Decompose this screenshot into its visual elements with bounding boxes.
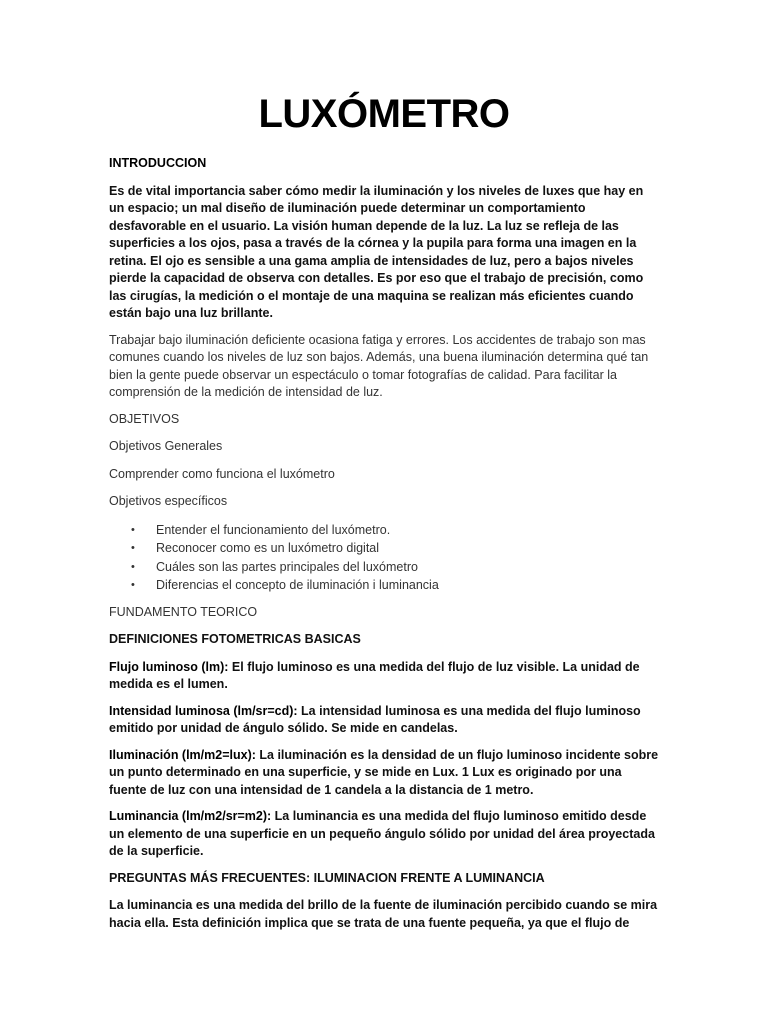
bullet-icon: • [131, 579, 135, 591]
bullet-icon: • [131, 523, 135, 536]
specific-objectives-list [109, 521, 659, 595]
definition-iluminacion [109, 747, 659, 800]
general-objective-text: Comprender como funciona el luxómetro [109, 466, 335, 481]
intro-paragraph-1: Es de vital importancia saber cómo medir la iluminación y los niveles de luxes que hay en un espacio; un mal diseño de iluminación puede determinar un comportamiento desfavorable en el usuario. La visión human depende de la luz. La luz se refleja de las superficies a los ojos, pasa a través de la córnea y la pupila para forma una imagen en la retina. El ojo es sensible a una gama amplia de intensidades de luz, pero a bajos niveles pierde la capacidad de observa con detalles. Es por eso que el trabajo de precisión, como las cirugías, la medición o el montaje de una maquina se realizan más eficientes cuando están bajo una luz brillante. [109, 183, 644, 320]
definition-term: Intensidad luminosa (lm/sr=cd): [109, 703, 298, 718]
list-item [109, 576, 659, 595]
intro-heading: INTRODUCCION [109, 156, 207, 170]
list-item-text: Diferencias el concepto de iluminación i luminancia [156, 578, 439, 592]
list-item [109, 558, 659, 577]
theory-heading: FUNDAMENTO TEORICO [109, 604, 258, 619]
faq-paragraph: La luminancia es una medida del brillo de la fuente de iluminación percibido cuando se mira hacia ella. Esta definición implica que se trata de una fuente pequeña, ya que el flujo de [109, 898, 658, 930]
specific-objectives-heading: Objetivos específicos [109, 494, 228, 508]
list-item-text: Entender el funcionamiento del luxómetro. [156, 522, 391, 537]
bullet-icon: • [131, 560, 135, 573]
general-objectives-heading: Objetivos Generales [109, 439, 223, 453]
objectives-heading: OBJETIVOS [109, 411, 180, 426]
definition-term: Flujo luminoso (lm): [109, 659, 229, 674]
definitions-heading: DEFINICIONES FOTOMETRICAS BASICAS [109, 632, 361, 646]
list-item-text: Cuáles son las partes principales del luxómetro [156, 559, 418, 574]
list-item-text: Reconocer como es un luxómetro digital [156, 541, 380, 555]
document-title: LUXÓMETRO [258, 92, 510, 136]
definition-flujo-luminoso [109, 659, 659, 694]
definition-text: La luminancia es una medida del flujo luminoso emitido desde un elemento de una superficie en un pequeño ángulo sólido por unidad del área proyectada de la superficie. [109, 809, 655, 858]
faq-heading: PREGUNTAS MÁS FRECUENTES: ILUMINACION FRENTE A LUMINANCIA [109, 870, 545, 885]
intro-paragraph-2: Trabajar bajo iluminación deficiente ocasiona fatiga y errores. Los accidentes de trabajo son mas comunes cuando los niveles de luz son bajos. Además, una buena iluminación determina qué tan bien la gente puede observar un espectáculo o tomar fotografías de calidad. Para facilitar la comprensión de la medición de intensidad de luz. [109, 332, 649, 399]
document-content [109, 90, 659, 941]
definition-text: La iluminación es la densidad de un flujo luminoso incidente sobre un punto determinado en una superficie, y se mide en Lux. 1 Lux es originado por una fuente de luz con una intensidad de 1 candela a la distancia de 1 metro. [109, 747, 659, 797]
list-item [109, 521, 659, 540]
list-item [109, 539, 659, 558]
bullet-icon: • [131, 542, 135, 554]
definition-text: El flujo luminoso es una medida del flujo de luz visible. La unidad de medida es el lumen. [109, 659, 640, 691]
definition-term: Luminancia (lm/m2/sr=m2): [109, 809, 272, 823]
definition-luminancia [109, 808, 659, 861]
definition-text: La intensidad luminosa es una medida del flujo luminoso emitido por unidad de ángulo sólido. Se mide en candelas. [109, 703, 641, 735]
definition-intensidad-luminosa [109, 703, 659, 738]
definition-term: Iluminación (lm/m2=lux): [109, 747, 256, 762]
